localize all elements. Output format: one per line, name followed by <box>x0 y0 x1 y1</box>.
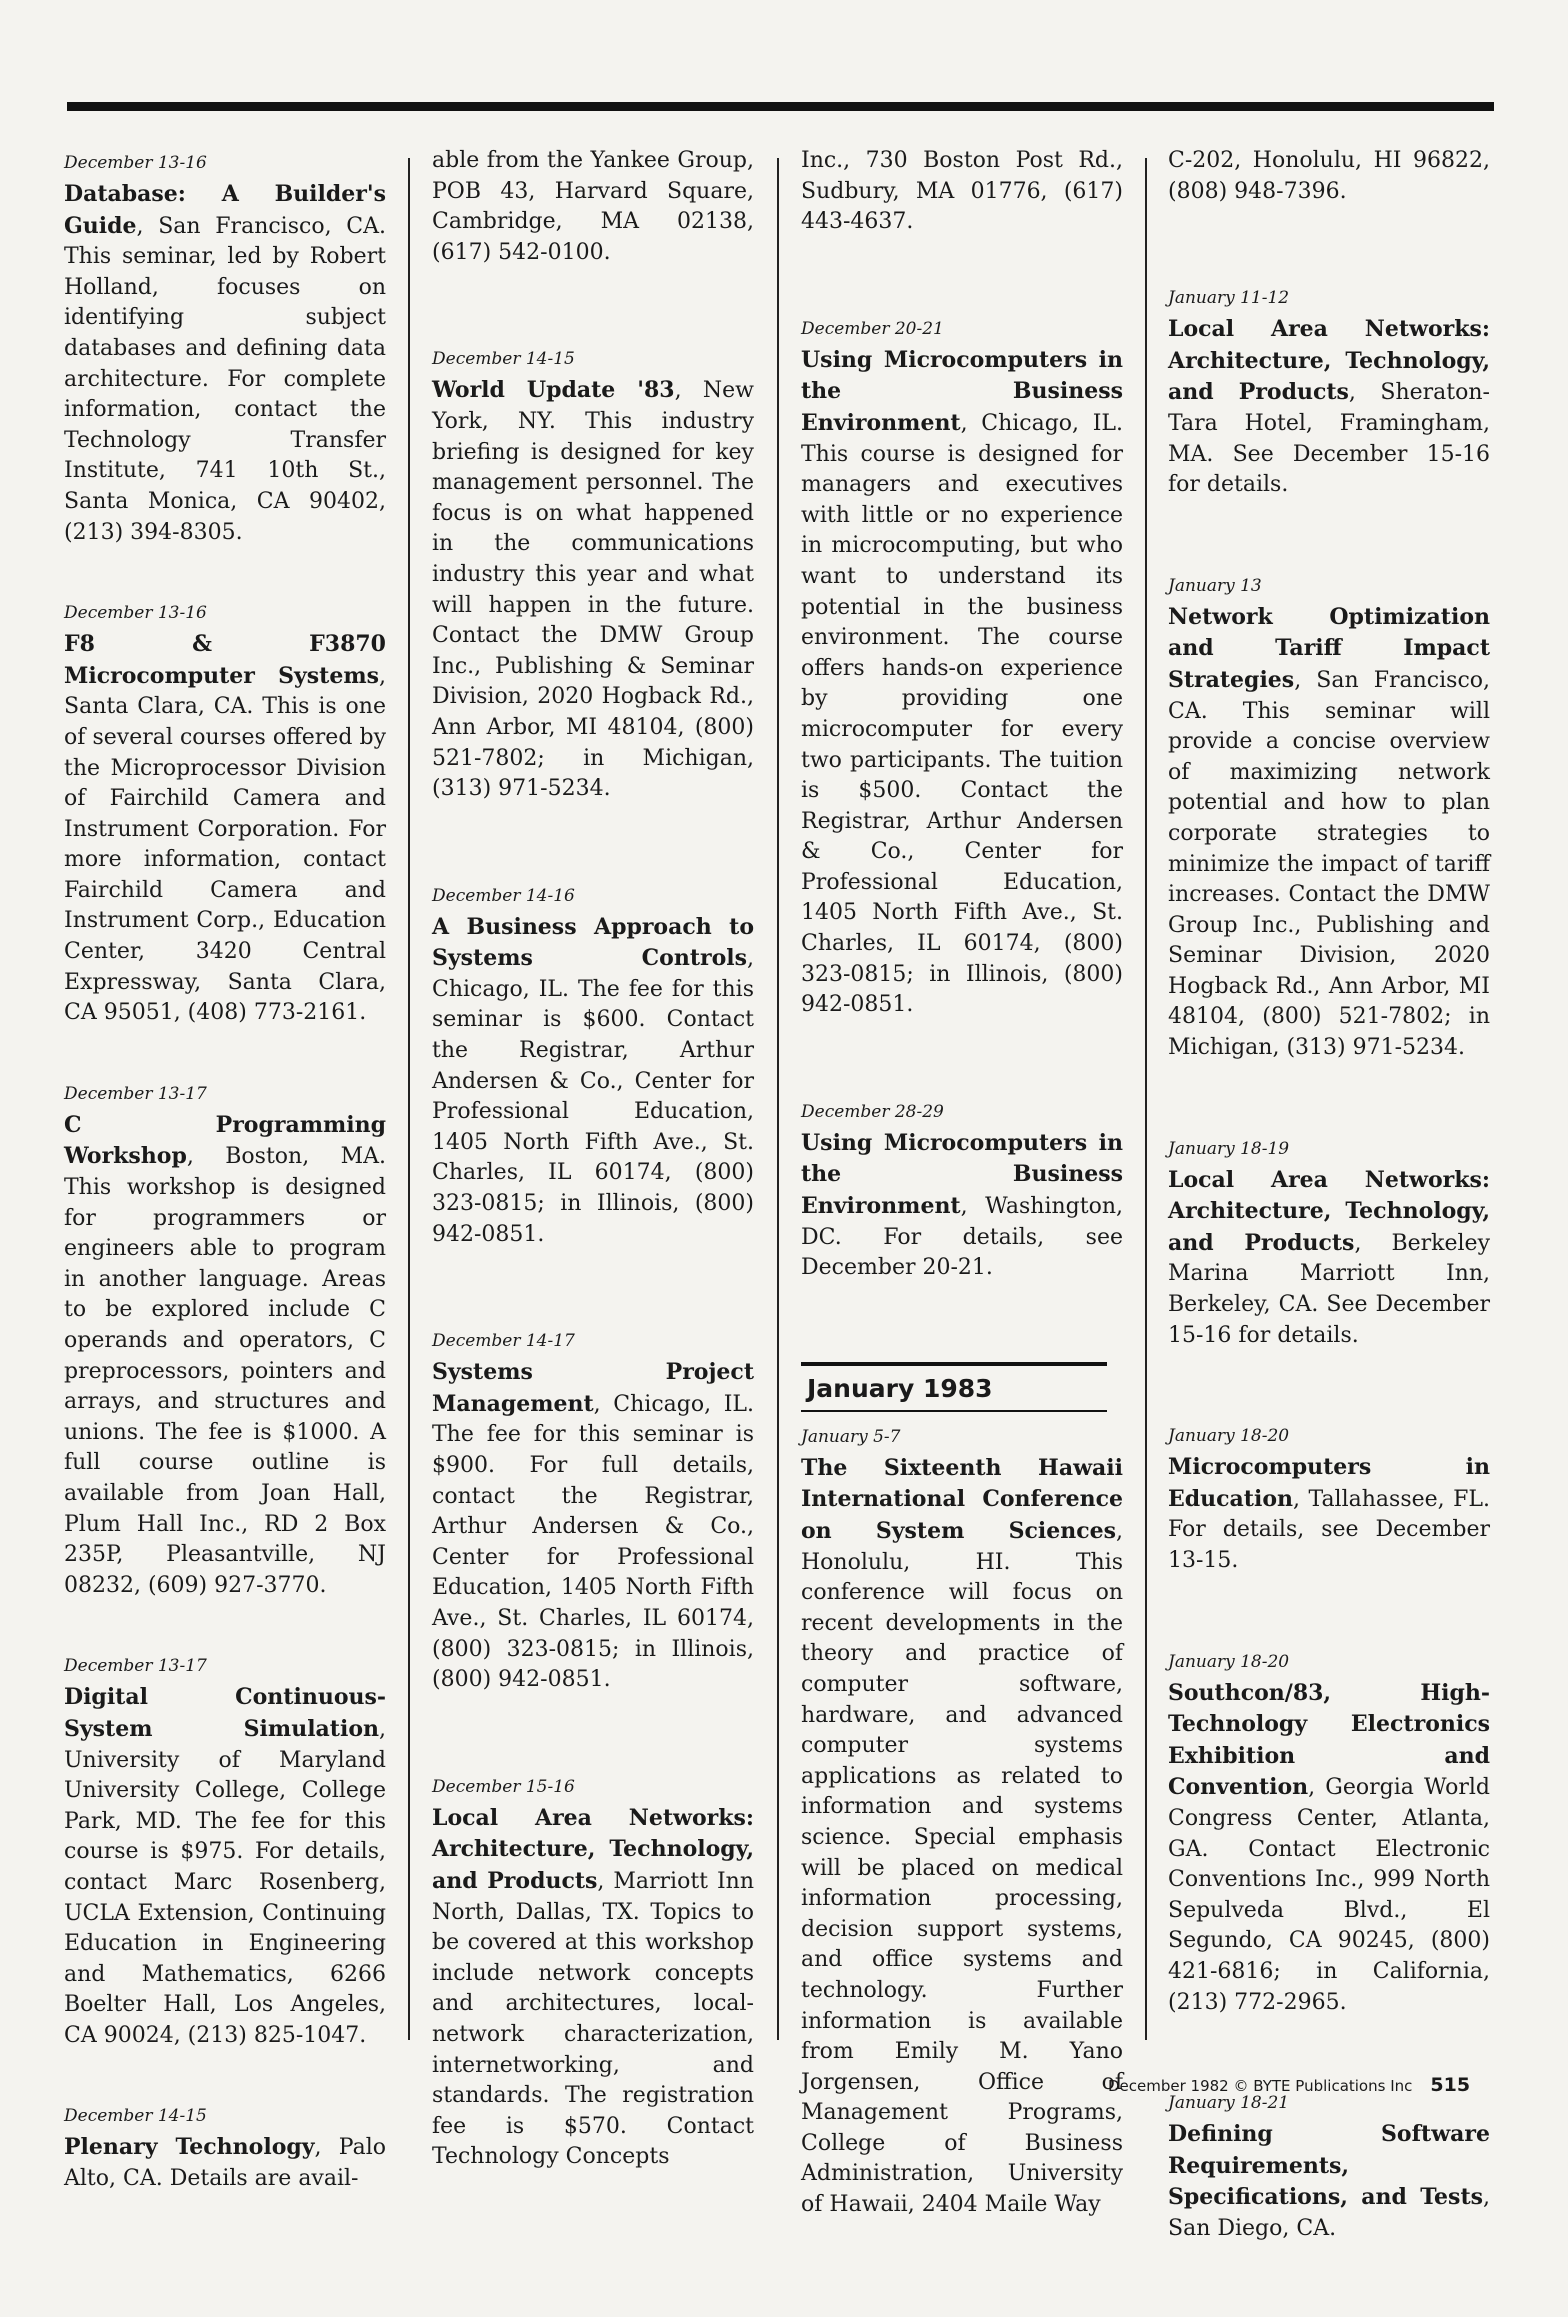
event-title: Plenary Technology <box>64 2134 315 2161</box>
event-listing <box>64 600 386 1029</box>
event-title: Southcon/83, High-Technology Electronics Exhibition and Convention <box>1168 1679 1490 1801</box>
event-title: Local Area Networks: Architecture, Technology, and Products <box>1168 1166 1490 1256</box>
event-description <box>1168 1678 1490 2019</box>
event-date: January 18-20 <box>1168 1651 1290 1672</box>
event-date: January 5-7 <box>801 1426 901 1447</box>
event-date: December 13-17 <box>64 1656 207 1677</box>
continued-text: C-202, Honolulu, HI 96822, (808) 948-7396. <box>1168 148 1490 204</box>
event-details: , Boston, MA. This workshop is designed for programmers or engineers able to program in another language. Areas to be explored include C operands and operators, C preprocessors, pointers and arrays, and structures and unions. The fee is $1000. A full course outline is available from Joan Hall, Plum Hall Inc., RD 2 Box 235P, Pleasantville, NJ 08232, (609) 927-3770. <box>64 1144 386 1598</box>
event-listing <box>1168 1136 1490 1352</box>
event-description <box>64 629 386 1029</box>
event-date: December 14-15 <box>64 2106 207 2127</box>
page-footer <box>1108 2074 1470 2097</box>
event-listing <box>801 1424 1123 2221</box>
event-date: December 13-16 <box>64 603 207 624</box>
event-description <box>1168 2119 1490 2244</box>
column-1 <box>64 150 386 2247</box>
event-details: , Chicago, IL. The fee for this seminar is $600. Contact the Registrar, Arthur Andersen & Co., Center for Professional Education, 1405 North Fifth Ave., St. Charles, IL 60174, (800) 323-0815; in Illinois, (800) 942-0851. <box>432 946 754 1247</box>
event-title: C Programming Workshop <box>64 1111 386 1170</box>
event-date: December 14-16 <box>432 885 575 906</box>
event-date: January 11-12 <box>1168 288 1290 309</box>
month-heading: January 1983 <box>801 1362 1107 1412</box>
event-details: , Honolulu, HI. This conference will focus on recent developments in the theory and practice of computer software, hardware, and advanced computer systems applications as related to information and systems science. Special emphasis will be placed on medical information processing, decision support systems, and office systems and technology. Further information is available from Emily M. Yano Jorgensen, Office of Management Programs, College of Business Administration, University of Hawaii, 2404 Maile Way <box>801 1519 1123 2218</box>
event-description <box>64 1110 386 1602</box>
continued-text: able from the Yankee Group, POB 43, Harvard Square, Cambridge, MA 02138, (617) 542-0100. <box>432 148 754 265</box>
event-details: , San Diego, CA. <box>1168 2185 1490 2241</box>
event-details: , Georgia World Congress Center, Atlanta, GA. Contact Electronic Conventions Inc., 999 North Sepulveda Blvd., El Segundo, CA 90245, (800) 421-6816; in California, (213) 772-2965. <box>1168 1775 1490 2015</box>
event-date: December 15-16 <box>432 1776 575 1797</box>
event-title: Digital Continuous-System Simulation <box>64 1684 386 1742</box>
top-rule <box>67 102 1494 111</box>
event-description <box>64 2132 386 2194</box>
event-listing <box>1168 285 1490 501</box>
event-details: , Washington, DC. For details, see December 20-21. <box>801 1194 1123 1281</box>
event-listing <box>1168 2090 1490 2244</box>
event-description <box>1168 602 1490 1064</box>
event-title: A Business Approach to Systems Controls <box>432 913 754 972</box>
event-title: Systems Project Management <box>432 1359 754 1417</box>
event-title: Using Microcomputers in the Business Environment <box>801 1129 1123 1220</box>
event-description <box>801 1453 1123 2221</box>
event-description <box>801 1128 1123 1284</box>
event-listing <box>1168 1649 1490 2019</box>
event-date: December 14-17 <box>432 1331 575 1352</box>
column-divider <box>777 158 779 2040</box>
event-title: Defining Software Requirements, Specifications, and Tests <box>1168 2121 1490 2211</box>
event-date: December 28-29 <box>801 1101 944 1122</box>
column-3 <box>801 150 1123 2265</box>
continued-text: Inc., 730 Boston Post Rd., Sudbury, MA 01776, (617) 443-4637. <box>801 148 1123 235</box>
event-title: Database: A Builder's Guide <box>64 181 386 239</box>
footer-credit: December 1982 © BYTE Publications Inc <box>1108 2077 1413 2095</box>
event-date: January 13 <box>1168 575 1262 596</box>
event-details: , Santa Clara, CA. This is one of several courses offered by the Microprocessor Division of Fairchild Camera and Instrument Corporation. For more information, contact Fairchild Camera and Instrument Corp., Education Center, 3420 Central Expressway, Santa Clara, CA 95051, (408) 773-2161. <box>64 663 386 1026</box>
event-details: , Sheraton-Tara Hotel, Framingham, MA. See December 15-16 for details. <box>1168 380 1490 498</box>
event-date: December 13-17 <box>64 1083 207 1104</box>
event-title: Local Area Networks: Architecture, Technology, and Products <box>432 1804 754 1894</box>
event-details: , Palo Alto, CA. Details are avail- <box>64 2135 387 2192</box>
event-date: December 14-15 <box>432 349 575 370</box>
event-date: January 18-21 <box>1168 2093 1290 2114</box>
event-title: World Update '83 <box>432 377 675 404</box>
event-description <box>432 375 754 804</box>
event-listing <box>1168 1423 1490 1576</box>
event-title: Using Microcomputers in the Business Environment <box>801 346 1123 436</box>
event-details: , Marriott Inn North, Dallas, TX. Topics to be covered at this workshop include network concepts and architectures, local-network characterization, internetworking, and standards. The registration fee is $570. Contact Technology Concepts <box>432 1868 755 2170</box>
event-listing <box>801 316 1123 1021</box>
event-details: , University of Maryland University College, College Park, MD. The fee for this course is $975. For details, contact Marc Rosenberg, UCLA Extension, Continuing Education in Engineering and Mathematics, 6266 Boelter Hall, Los Angeles, CA 90024, (213) 825-1047. <box>64 1716 386 2048</box>
event-date: January 18-19 <box>1168 1138 1290 1159</box>
event-description <box>1168 314 1490 501</box>
column-2 <box>432 150 754 2251</box>
event-description <box>801 345 1123 1021</box>
event-date: December 20-21 <box>801 318 944 339</box>
event-listing <box>64 150 386 548</box>
event-listing <box>64 1653 386 2051</box>
event-title: The Sixteenth Hawaii International Conference on System Sciences <box>801 1454 1123 1544</box>
event-description <box>432 1357 754 1696</box>
event-listing <box>432 346 754 804</box>
event-listing <box>801 1099 1123 1284</box>
event-title: F8 & F3870 Microcomputer Systems <box>64 631 386 689</box>
event-listing <box>432 883 754 1251</box>
event-date: December 13-16 <box>64 153 207 173</box>
event-description <box>64 179 386 548</box>
event-details: , San Francisco, CA. This seminar, led by Robert Holland, focuses on identifying subject databases and defining data architecture. For complete information, contact the Technology Transfer Institute, 741 10th St., Santa Monica, CA 90402, (213) 394-8305. <box>64 213 386 545</box>
event-listing <box>432 1774 754 2173</box>
column-4 <box>1168 150 1490 2317</box>
event-listing <box>64 1081 386 1602</box>
event-listing <box>432 1328 754 1696</box>
event-listing <box>1168 573 1490 1064</box>
event-description <box>64 1682 386 2051</box>
event-details: , Chicago, IL. This course is designed for managers and executives with little or no experience in microcomputing, but who want to understand its potential in the business environment. The course offers hands-on experience by providing one microcomputer for every two participants. The tuition is $500. Contact the Registrar, Arthur Andersen & Co., Center for Professional Education, 1405 North Fifth Ave., St. Charles, IL 60174, (800) 323-0815; in Illinois, (800) 942-0851. <box>801 410 1123 1018</box>
event-details: , New York, NY. This industry briefing is designed for key management personnel. The focus is on what happened in the communications industry this year and what will happen in the future. Contact the DMW Group Inc., Publishing & Seminar Division, 2020 Hogback Rd., Ann Arbor, MI 48104, (800) 521-7802; in Michigan, (313) 971-5234. <box>432 378 754 802</box>
event-description <box>1168 1452 1490 1576</box>
event-details: , Tallahassee, FL. For details, see December 13-15. <box>1168 1486 1490 1573</box>
event-details: , Chicago, IL. The fee for this seminar is $900. For full details, contact the Registrar, Arthur Andersen & Co., Center for Professional Education, 1405 North Fifth Ave., St. Charles, IL 60174, (800) 323-0815; in Illinois, (800) 942-0851. <box>432 1391 754 1693</box>
event-title: Network Optimization and Tariff Impact Strategies <box>1168 603 1490 693</box>
event-date: January 18-20 <box>1168 1426 1290 1447</box>
event-description <box>432 1803 754 2173</box>
event-description <box>432 912 754 1251</box>
event-title: Microcomputers in Education <box>1168 1454 1490 1512</box>
column-divider <box>408 158 410 2040</box>
event-details: , Berkeley Marina Marriott Inn, Berkeley, CA. See December 15-16 for details. <box>1168 1230 1491 1348</box>
event-title: Local Area Networks: Architecture, Technology, and Products <box>1168 316 1490 406</box>
event-listing <box>64 2103 386 2194</box>
page-number: 515 <box>1430 2074 1471 2096</box>
column-divider <box>1145 158 1147 2040</box>
event-description <box>1168 1165 1490 1352</box>
event-details: , San Francisco, CA. This seminar will provide a concise overview of maximizing network potential and how to plan corporate strategies to minimize the impact of tariff increases. Contact the DMW Group Inc., Publishing and Seminar Division, 2020 Hogback Rd., Ann Arbor, MI 48104, (800) 521-7802; in Michigan, (313) 971-5234. <box>1168 667 1490 1061</box>
